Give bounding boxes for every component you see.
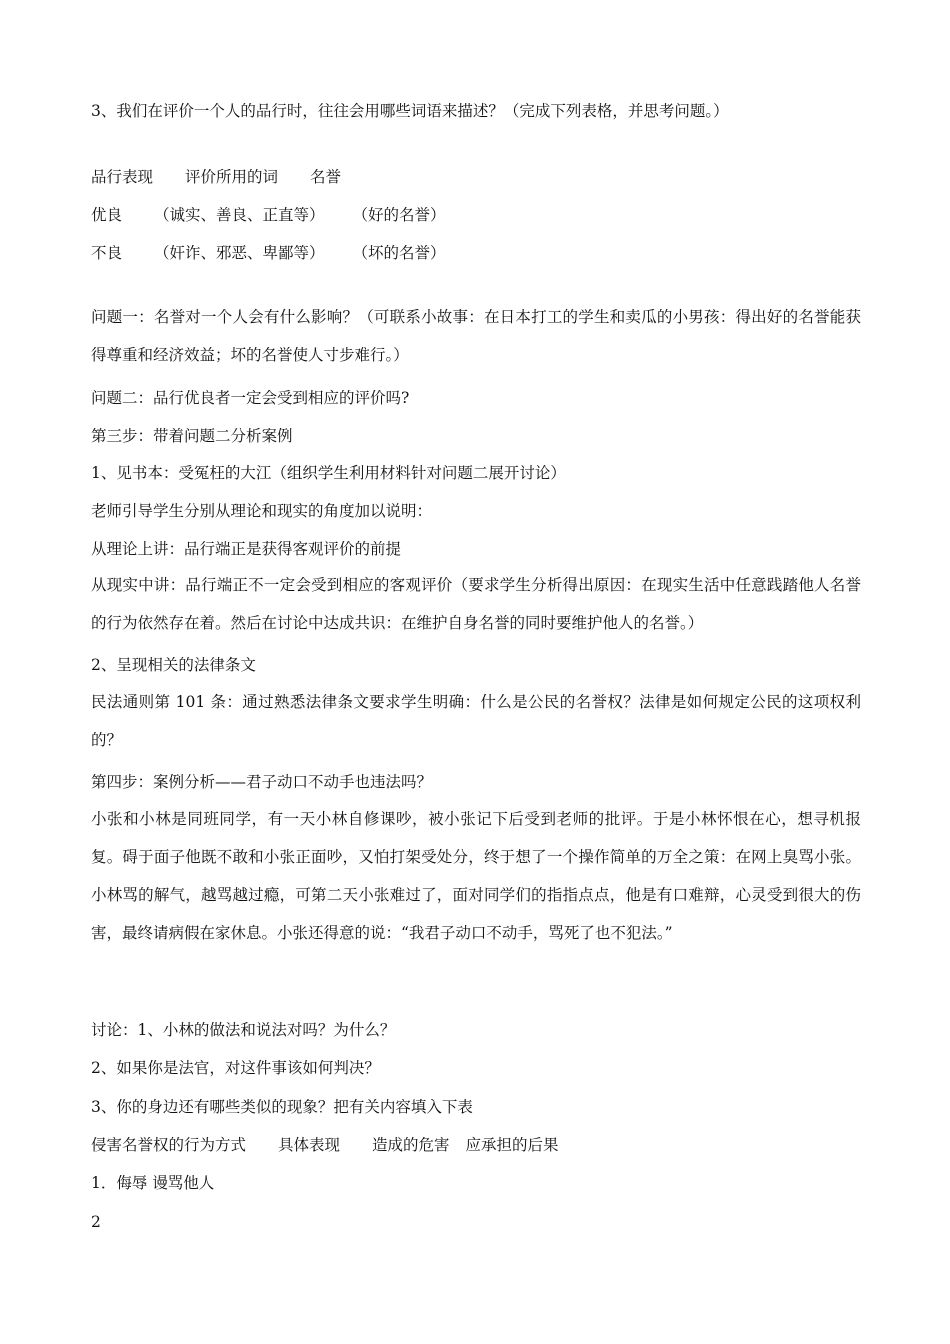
step-three-item-two: 2、呈现相关的法律条文: [91, 656, 256, 674]
table2-item-two: 2: [91, 1213, 101, 1231]
case-story-paragraph: 小张和小林是同班同学，有一天小林自修课吵，被小张记下后受到老师的批评。于是小林怀恨在心，想寻机报复。碍于面子他既不敢和小张正面吵，又怕打架受处分，终于想了一个操作简单的万全之策：在网上臭骂小张。小林骂的解气，越骂越过瘾，可第二天小张难过了，面对同学们的指指点点，他是有口难辩，心灵受到很大的伤害，最终请病假在家休息。小张还得意的说：“我君子动口不动手，骂死了也不犯法。”: [91, 810, 861, 942]
table2-header-consequence: 应承担的后果: [465, 1136, 559, 1154]
discussion-two: 2、如果你是法官，对这件事该如何判决？: [91, 1059, 380, 1077]
step-three-item-one: 1、见书本：受冤枉的大江（组织学生利用材料针对问题二展开讨论）: [91, 464, 566, 482]
table1-cell: 优良: [91, 206, 123, 224]
table1-cell: （诚实、善良、正直等）: [154, 206, 325, 224]
step-four-heading: 第四步：案例分析——君子动口不动手也违法吗？: [91, 773, 433, 791]
discussion-three: 3、你的身边还有哪些类似的现象？把有关内容填入下表: [91, 1098, 473, 1116]
step-three-heading: 第三步：带着问题二分析案例: [91, 427, 293, 445]
table1-cell: 不良: [91, 244, 123, 262]
discussion-one: 讨论：1、小林的做法和说法对吗？为什么？: [91, 1021, 396, 1039]
table2-item-one: 1．侮辱 谩骂他人: [91, 1174, 215, 1192]
teacher-guide: 老师引导学生分别从理论和现实的角度加以说明：: [91, 502, 433, 520]
question-one: 问题一：名誉对一个人会有什么影响？（可联系小故事：在日本打工的学生和卖瓜的小男孩：得出好的名誉能获得尊重和经济效益；坏的名誉使人寸步难行。）: [91, 308, 861, 364]
table1-header-row: [91, 167, 861, 187]
table1-cell: （坏的名誉）: [352, 244, 446, 262]
table1-header-conduct: 品行表现: [91, 168, 154, 186]
table1-cell: （奸诈、邪恶、卑鄙等）: [154, 244, 325, 262]
table1-row-good: [91, 205, 861, 225]
table1-row-bad: [91, 243, 861, 263]
table2-header-row: [91, 1135, 861, 1155]
civil-law-paragraph: 民法通则第 101 条：通过熟悉法律条文要求学生明确：什么是公民的名誉权？法律是如何规定公民的这项权利的？: [91, 693, 861, 749]
table1-header-words: 评价所用的词: [185, 168, 279, 186]
table1-header-reputation: 名誉: [310, 168, 342, 186]
intro-paragraph: 3、我们在评价一个人的品行时，往往会用哪些词语来描述？（完成下列表格，并思考问题。）: [91, 102, 729, 120]
table1-cell: （好的名誉）: [352, 206, 446, 224]
reality-paragraph: 从现实中讲：品行端正不一定会受到相应的客观评价（要求学生分析得出原因：在现实生活中任意践踏他人名誉的行为依然存在着。然后在讨论中达成共识：在维护自身名誉的同时要维护他人的名誉。）: [91, 576, 861, 632]
question-two: 问题二：品行优良者一定会受到相应的评价吗?: [91, 389, 410, 407]
theory-paragraph: 从理论上讲：品行端正是获得客观评价的前提: [91, 540, 402, 558]
table2-header-behavior: 具体表现: [278, 1136, 341, 1154]
table2-header-method: 侵害名誉权的行为方式: [91, 1136, 247, 1154]
table2-header-harm: 造成的危害: [372, 1136, 450, 1154]
